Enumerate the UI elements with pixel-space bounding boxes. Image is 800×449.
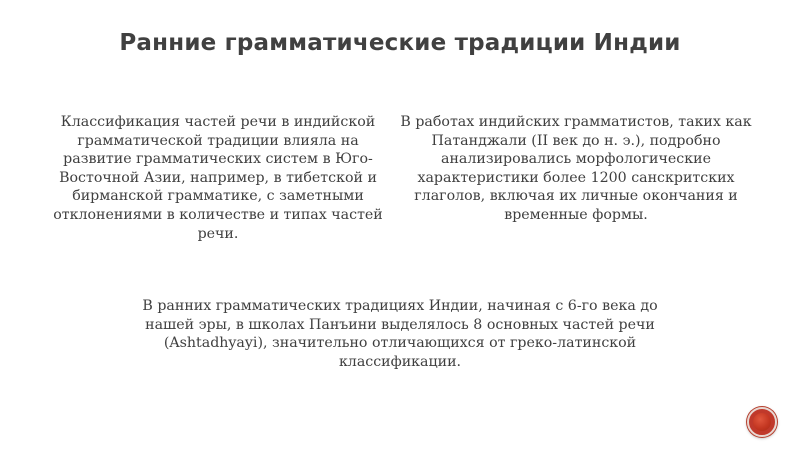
next-slide-button[interactable] (747, 407, 777, 437)
text-block-left: Классификация частей речи в индийской грамматической традиции влияла на развитие грамматических систем в Юго-Восточной Азии, например, в тибетской и бирманской грамматике, с заметными отклонениями в количестве и типах частей речи. (53, 114, 383, 242)
circle-icon (753, 413, 771, 431)
text-block-bottom: В ранних грамматических традициях Индии, начиная с 6-го века до нашей эры, в школах Панъини выделялось 8 основных частей речи (Ashtadhyayi), значительно отличающихся от греко-латинской классификации. (142, 298, 658, 370)
slide-title: Ранние грамматические традиции Индии (119, 30, 681, 56)
text-block-right: В работах индийских грамматистов, таких как Патанджали (II век до н. э.), подробно анализировались морфологические характеристики более 1200 санскритских глаголов, включая их личные окончания и временные формы. (400, 114, 752, 223)
